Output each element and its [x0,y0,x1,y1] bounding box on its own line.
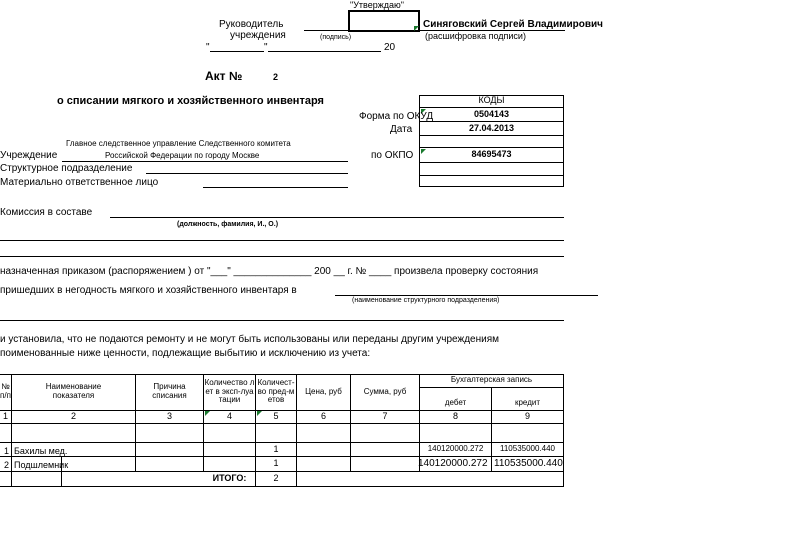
body-underline [0,320,564,321]
row-credit: 110535000.440 [494,458,563,469]
okpo-value: 84695473 [471,149,512,160]
institution-line2: Российской Федерации по городу Москве [105,151,260,160]
header-sum: Сумма, руб [363,386,407,396]
date-day-line [210,51,264,52]
col-number: 8 [452,410,458,421]
total-label: ИТОГО: [212,473,247,484]
subdivision-label: Структурное подразделение [0,163,133,174]
unusable-line: пришедших в негодность мягкого и хозяйственного инвентаря в [0,285,297,296]
established-line-1: и установила, что не подаются ремонту и не могут быть использованы или переданы другим учреждениям [0,334,499,345]
codes-header: КОДЫ [478,95,505,106]
commission-hint: (должность, фамилия, И., О.) [177,221,279,228]
col-number: 7 [382,410,388,421]
row-num: 2 [4,460,10,470]
signature-line [304,30,364,31]
date-label: Дата [390,124,413,135]
act-title: Акт № [205,69,243,83]
subdivision-underline [146,173,348,174]
responsible-underline [203,187,348,188]
institution-line1: Главное следственное управление Следственного комитета [66,139,291,148]
row-qty: 1 [273,443,279,454]
total-qty: 2 [273,473,279,484]
header-reason: Причина списания [152,382,187,400]
unusable-underline [335,295,598,296]
commission-label: Комиссия в составе [0,207,93,218]
institution-label: Учреждение [0,150,58,161]
col-number: 1 [2,410,8,421]
row-name: Бахилы мед. [14,446,68,456]
header-name: Наименование показателя [45,382,102,400]
col-number: 2 [70,410,76,421]
row-debit: 140120000.272 [418,458,488,469]
header-accounting: Бухгалтерская запись [450,375,533,385]
okud-label: Форма по ОКУД [359,111,434,122]
act-number: 2 [273,72,279,82]
institution-underline [62,161,348,162]
date-quote-2: " [264,42,268,53]
header-price: Цена, руб [305,386,342,396]
year-suffix: 20 [384,42,396,53]
row-credit: 110535000.440 [499,444,556,454]
responsible-label: Материально ответственное лицо [0,177,159,188]
commission-underline-3 [0,256,564,257]
header-credit: кредит [514,398,541,408]
name-hint: (расшифровка подписи) [425,31,526,41]
okpo-label: по ОКПО [371,150,414,161]
head-label-2: учреждения [230,30,286,41]
head-label-1: Руководитель [219,19,284,30]
head-name: Синяговский Сергей Владимирович [423,19,603,30]
header-years: Количество лет в эксп-луатации [204,377,255,405]
col-number: 6 [320,410,326,421]
okud-value: 0504143 [473,108,510,119]
approve-label: "Утверждаю" [350,0,404,10]
row-debit: 140120000.272 [427,444,484,454]
approval-stamp-box [348,10,420,32]
commission-underline-1 [110,217,564,218]
header-num: № п/п [0,382,11,400]
col-number: 4 [226,410,232,421]
date-month-line [268,51,381,52]
col-number: 9 [524,410,530,421]
established-line-2: поименованные ниже ценности, подлежащие выбытию и исключению из учета: [0,348,371,359]
header-debit: дебет [444,398,467,408]
row-name: Подшлемник [14,460,69,470]
row-qty: 1 [273,458,279,469]
order-line: назначенная приказом (распоряжением ) от "___" ______________ 200 __ г. № ____ произвела проверку состояния [0,266,539,277]
date-quote-1: " [206,42,210,53]
col-number: 5 [273,410,279,421]
row-num: 1 [4,446,10,456]
commission-underline-2 [0,240,564,241]
date-value: 27.04.2013 [468,122,515,133]
subdivision-hint: (наименование структурного подразделения) [352,297,500,304]
signature-hint: (подпись) [320,34,352,41]
act-subtitle: о списании мягкого и хозяйственного инвентаря [57,95,324,107]
green-marker-icon [414,26,419,31]
col-number: 3 [166,410,172,421]
header-qty: Количест-во пред-метов [257,377,295,405]
